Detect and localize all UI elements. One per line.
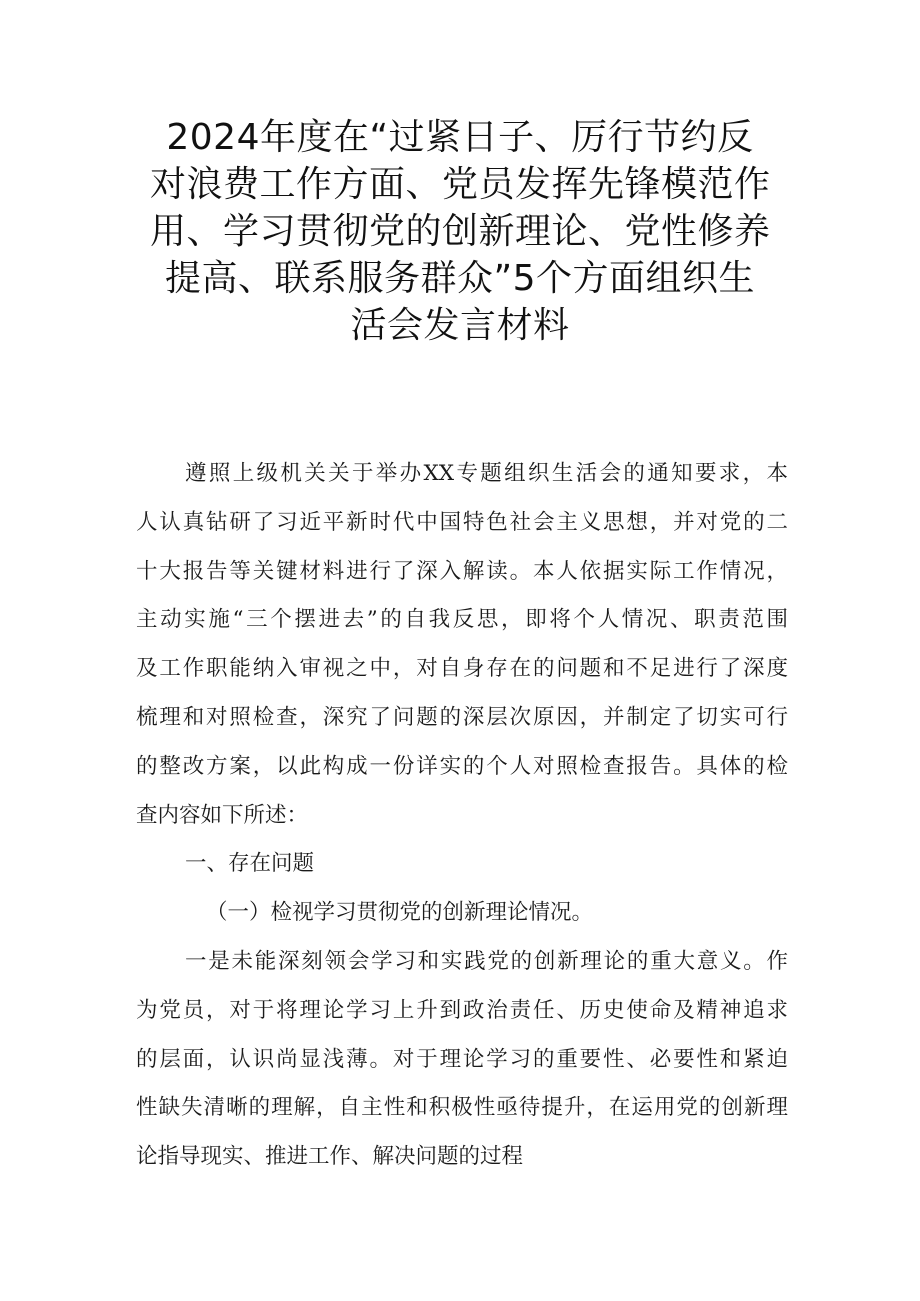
- paragraph-line: 梳理和对照检查，深究了问题的深层次原因，并制定了切实可行: [136, 704, 788, 730]
- title-line: 提高、联系服务群众”5个方面组织生: [164, 258, 756, 299]
- title-line: 对浪费工作方面、党员发挥先锋模范作: [150, 164, 771, 205]
- title-line: 用、学习贯彻党的创新理论、党性修养: [150, 211, 771, 252]
- paragraph-line: 查内容如下所述：: [136, 802, 309, 828]
- paragraph-line: 及工作职能纳入审视之中，对自身存在的问题和不足进行了深度: [136, 656, 788, 682]
- paragraph-line: 遵照上级机关关于举办XX专题组织生活会的通知要求，本: [185, 461, 788, 486]
- paragraph-line: 为党员，对于将理论学习上升到政治责任、历史使命及精神追求: [136, 997, 788, 1023]
- subsection-heading: （一）检视学习贯彻党的创新理论情况。: [206, 900, 594, 926]
- paragraph-line: 性缺失清晰的理解，自主性和积极性亟待提升，在运用党的创新理: [136, 1095, 788, 1121]
- section-heading: 一、存在问题: [185, 851, 315, 877]
- paragraph-line: 人认真钻研了习近平新时代中国特色社会主义思想，并对党的二: [136, 509, 788, 535]
- paragraph-line: 主动实施“三个摆进去”的自我反思，即将个人情况、职责范围: [136, 607, 788, 633]
- title-line: 2024年度在“过紧日子、厉行节约反: [166, 117, 754, 158]
- document-title: [150, 114, 770, 349]
- paragraph-line: 的层面，认识尚显浅薄。对于理论学习的重要性、必要性和紧迫: [136, 1046, 788, 1072]
- title-line: 活会发言材料: [350, 305, 570, 346]
- paragraph-line: 十大报告等关键材料进行了深入解读。本人依据实际工作情况，: [136, 558, 788, 584]
- document-body: [136, 450, 788, 1182]
- paragraph-line: 的整改方案，以此构成一份详实的个人对照检查报告。具体的检: [136, 753, 788, 779]
- intro-paragraph: [136, 450, 788, 840]
- paragraph-line: 论指导现实、推进工作、解决问题的过程: [136, 1144, 524, 1170]
- paragraph-line: 一是未能深刻领会学习和实践党的创新理论的重大意义。作: [185, 948, 788, 974]
- issue-paragraph: [136, 938, 788, 1182]
